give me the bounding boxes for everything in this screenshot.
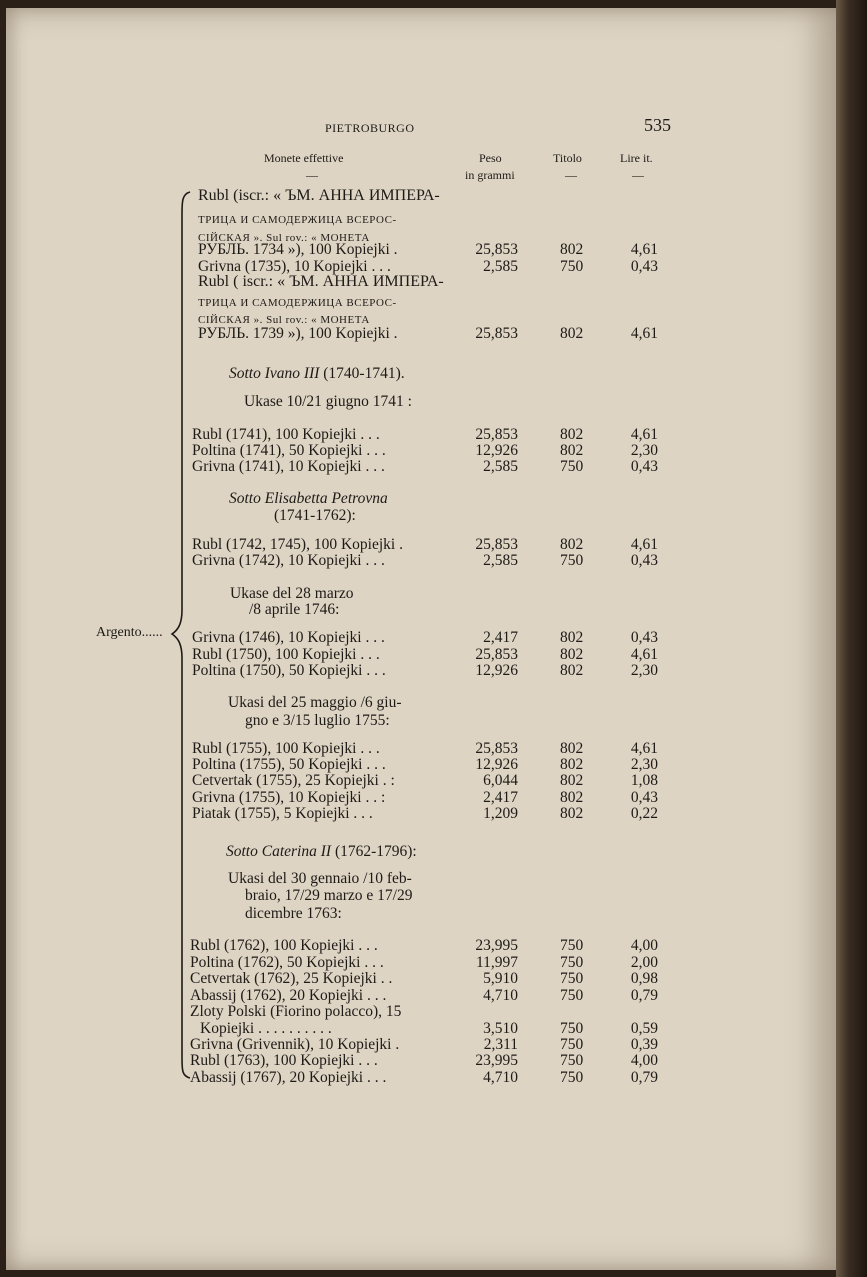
peso-value: 23,995 xyxy=(475,1052,518,1069)
coin-name: Zloty Polski (Fiorino polacco), 15 xyxy=(190,1003,402,1020)
table-row xyxy=(0,663,830,679)
entry-text-line: ТРИЦА И САМОДЕРЖИЦА ВСЕРОС- xyxy=(198,214,397,226)
coin-name: Grivna (1742), 10 Kopiejki . . . xyxy=(192,552,385,569)
table-row xyxy=(0,537,830,553)
titolo-value: 750 xyxy=(560,1069,584,1086)
table-row xyxy=(0,1053,830,1069)
coin-name: Abassij (1767), 20 Kopiejki . . . xyxy=(190,1069,387,1086)
lire-value: 4,00 xyxy=(630,937,658,954)
lire-value: 2,00 xyxy=(630,954,658,971)
titolo-value: 802 xyxy=(560,629,584,646)
peso-value: 5,910 xyxy=(483,970,518,987)
col-lire-header: Lire it. xyxy=(620,151,653,165)
table-row xyxy=(0,955,830,971)
titolo-value: 802 xyxy=(560,756,584,773)
ukase-heading: Ukase 10/21 giugno 1741 : xyxy=(244,393,412,410)
lire-value: 0,59 xyxy=(630,1020,658,1037)
table-row xyxy=(0,1004,830,1020)
col-peso-unit: in grammi xyxy=(465,168,515,182)
lire-value: 0,22 xyxy=(630,805,658,822)
peso-value: 23,995 xyxy=(475,937,518,954)
titolo-value: 802 xyxy=(560,325,584,342)
ukase-heading: braio, 17/29 marzo e 17/29 xyxy=(245,887,413,904)
titolo-value: 802 xyxy=(560,662,584,679)
lire-value: 0,79 xyxy=(630,1069,658,1086)
titolo-value: 802 xyxy=(560,646,584,663)
ukase-heading: Ukase del 28 marzo xyxy=(230,585,354,602)
coin-name: Rubl (1750), 100 Kopiejki . . . xyxy=(192,646,380,663)
peso-value: 2,585 xyxy=(483,258,518,275)
peso-value: 2,585 xyxy=(483,552,518,569)
coin-name: Cetvertak (1762), 25 Kopiejki . . xyxy=(190,970,393,987)
peso-value: 25,853 xyxy=(475,536,518,553)
ukase-heading: /8 aprile 1746: xyxy=(249,601,340,618)
reign-heading: Sotto Caterina II (1762-1796): xyxy=(226,843,417,860)
titolo-value: 750 xyxy=(560,1036,584,1053)
page-number: 535 xyxy=(644,115,671,135)
ukase-heading: Ukasi del 30 gennaio /10 feb- xyxy=(228,870,412,887)
titolo-value: 802 xyxy=(560,536,584,553)
ukase-heading: dicembre 1763: xyxy=(245,905,342,922)
titolo-value: 750 xyxy=(560,937,584,954)
coin-name: Poltina (1750), 50 Kopiejki . . . xyxy=(192,662,386,679)
reign-years: (1741-1762): xyxy=(274,507,356,524)
coin-name: Poltina (1762), 50 Kopiejki . . . xyxy=(190,954,384,971)
lire-value: 0,39 xyxy=(630,1036,658,1053)
lire-value: 0,79 xyxy=(630,987,658,1004)
col-titolo-header: Titolo xyxy=(553,151,582,165)
titolo-value: 750 xyxy=(560,1020,584,1037)
titolo-value: 802 xyxy=(560,772,584,789)
col-dash: — xyxy=(632,168,644,182)
titolo-value: 750 xyxy=(560,970,584,987)
lire-value: 4,00 xyxy=(630,1052,658,1069)
peso-value: 2,311 xyxy=(483,1036,518,1053)
table-row xyxy=(0,647,830,663)
col-dash: — xyxy=(565,168,577,182)
peso-value: 4,710 xyxy=(483,987,518,1004)
peso-value: 11,997 xyxy=(475,954,518,971)
peso-value: 12,926 xyxy=(475,662,518,679)
table-row xyxy=(0,938,830,954)
page-edge xyxy=(836,0,867,1277)
lire-value: 0,43 xyxy=(630,458,658,475)
lire-value: 2,30 xyxy=(630,442,658,459)
lire-value: 4,61 xyxy=(630,325,658,342)
coin-name: Rubl (1763), 100 Kopiejki . . . xyxy=(190,1052,378,1069)
coin-name: Rubl (1742, 1745), 100 Kopiejki . xyxy=(192,536,403,553)
coin-name: Cetvertak (1755), 25 Kopiejki . : xyxy=(192,772,395,789)
titolo-value: 802 xyxy=(560,442,584,459)
titolo-value: 802 xyxy=(560,789,584,806)
coin-name: РУБЛЬ. 1734 »), 100 Kopiejki . xyxy=(198,241,398,258)
lire-value: 4,61 xyxy=(630,426,658,443)
table-row xyxy=(0,459,830,475)
coin-name: Grivna (1746), 10 Kopiejki . . . xyxy=(192,629,385,646)
lire-value: 0,43 xyxy=(630,789,658,806)
entry-text-line: Rubl ( iscr.: « ЪМ. АННА ИМПЕРА- xyxy=(198,273,444,290)
titolo-value: 750 xyxy=(560,954,584,971)
table-row xyxy=(0,741,830,757)
table-row xyxy=(0,242,830,258)
lire-value: 0,43 xyxy=(630,629,658,646)
peso-value: 4,710 xyxy=(483,1069,518,1086)
coin-name: Kopiejki . . . . . . . . . . xyxy=(200,1020,332,1037)
col-monete-header: Monete effettive xyxy=(264,151,344,165)
coin-name: Grivna (1741), 10 Kopiejki . . . xyxy=(192,458,385,475)
coin-name: РУБЛЬ. 1739 »), 100 Kopiejki . xyxy=(198,325,398,342)
coin-name: Grivna (1735), 10 Kopiejki . . . xyxy=(198,258,391,275)
table-row xyxy=(0,757,830,773)
reign-heading: Sotto Elisabetta Petrovna xyxy=(229,490,388,507)
titolo-value: 750 xyxy=(560,258,584,275)
table-row xyxy=(0,790,830,806)
running-head: PIETROBURGO xyxy=(325,121,415,135)
table-row xyxy=(0,988,830,1004)
entry-text-line: СІЙСКАЯ ». Sul rov.: « МОНЕТА xyxy=(198,314,370,326)
titolo-value: 750 xyxy=(560,987,584,1004)
table-row xyxy=(0,1070,830,1086)
lire-value: 0,43 xyxy=(630,552,658,569)
titolo-value: 802 xyxy=(560,426,584,443)
titolo-value: 802 xyxy=(560,740,584,757)
titolo-value: 802 xyxy=(560,805,584,822)
coin-name: Rubl (1741), 100 Kopiejki . . . xyxy=(192,426,380,443)
lire-value: 2,30 xyxy=(630,756,658,773)
lire-value: 4,61 xyxy=(630,241,658,258)
reign-heading: Sotto Ivano III (1740-1741). xyxy=(229,365,405,382)
peso-value: 25,853 xyxy=(475,646,518,663)
table-row xyxy=(0,553,830,569)
titolo-value: 750 xyxy=(560,552,584,569)
titolo-value: 750 xyxy=(560,1052,584,1069)
titolo-value: 802 xyxy=(560,241,584,258)
table-row xyxy=(0,971,830,987)
peso-value: 25,853 xyxy=(475,740,518,757)
peso-value: 12,926 xyxy=(475,756,518,773)
lire-value: 4,61 xyxy=(630,536,658,553)
table-row xyxy=(0,806,830,822)
ukase-heading: Ukasi del 25 maggio /6 giu- xyxy=(228,694,402,711)
lire-value: 0,98 xyxy=(630,970,658,987)
peso-value: 6,044 xyxy=(483,772,518,789)
lire-value: 4,61 xyxy=(630,646,658,663)
peso-value: 2,585 xyxy=(483,458,518,475)
entry-text-line: СІЙСКАЯ ». Sul rov.: « МОНЕТА xyxy=(198,232,370,244)
lire-value: 4,61 xyxy=(630,740,658,757)
lire-value: 1,08 xyxy=(630,772,658,789)
peso-value: 25,853 xyxy=(475,426,518,443)
lire-value: 2,30 xyxy=(630,662,658,679)
coin-name: Rubl (1755), 100 Kopiejki . . . xyxy=(192,740,380,757)
table-row xyxy=(0,326,830,342)
ukase-heading: gno e 3/15 luglio 1755: xyxy=(245,712,390,729)
peso-value: 25,853 xyxy=(475,241,518,258)
lire-value: 0,43 xyxy=(630,258,658,275)
entry-text-line: ТРИЦА И САМОДЕРЖИЦА ВСЕРОС- xyxy=(198,297,397,309)
table-row xyxy=(0,1037,830,1053)
peso-value: 2,417 xyxy=(483,789,518,806)
coin-name: Rubl (1762), 100 Kopiejki . . . xyxy=(190,937,378,954)
col-dash: — xyxy=(306,168,318,182)
coin-name: Poltina (1741), 50 Kopiejki . . . xyxy=(192,442,386,459)
coin-name: Poltina (1755), 50 Kopiejki . . . xyxy=(192,756,386,773)
coin-name: Grivna (Grivennik), 10 Kopiejki . xyxy=(190,1036,400,1053)
titolo-value: 750 xyxy=(560,458,584,475)
peso-value: 12,926 xyxy=(475,442,518,459)
peso-value: 25,853 xyxy=(475,325,518,342)
peso-value: 1,209 xyxy=(483,805,518,822)
peso-value: 2,417 xyxy=(483,629,518,646)
col-peso-header: Peso xyxy=(479,151,502,165)
coin-name: Grivna (1755), 10 Kopiejki . . : xyxy=(192,789,386,806)
table-row xyxy=(0,773,830,789)
coin-name: Abassij (1762), 20 Kopiejki . . . xyxy=(190,987,387,1004)
table-row xyxy=(0,630,830,646)
table-row xyxy=(0,1021,830,1037)
metal-label: Argento...... xyxy=(96,625,163,640)
table-row xyxy=(0,427,830,443)
table-row xyxy=(0,443,830,459)
coin-name: Piatak (1755), 5 Kopiejki . . . xyxy=(192,805,373,822)
peso-value: 3,510 xyxy=(483,1020,518,1037)
entry-text-line: Rubl (iscr.: « ЪМ. АННА ИМПЕРА- xyxy=(198,187,440,204)
